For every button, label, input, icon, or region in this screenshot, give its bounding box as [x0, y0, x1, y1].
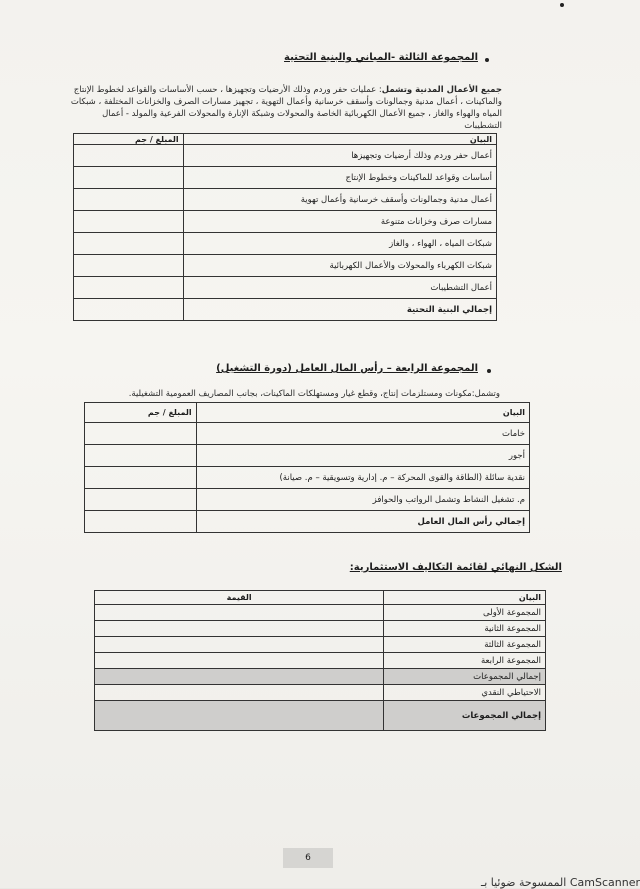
row-desc: شبكات المياه ، الهواء ، والغاز — [183, 233, 496, 255]
row-desc: م. تشغيل النشاط وتشمل الرواتب والحوافز — [196, 489, 529, 511]
row-desc: نقدية سائلة (الطاقة والقوى المحركة – م. إدارية وتسويقية – م. صيانة) — [196, 467, 529, 489]
row-desc: خامات — [196, 423, 529, 445]
row-desc: إجمالي المجموعات — [384, 669, 546, 685]
row-desc: الاحتياطي النقدي — [384, 685, 546, 701]
amount-cell[interactable] — [85, 489, 197, 511]
col-value-header: القيمة — [95, 591, 384, 605]
final-heading: الشكل النهائي لقائمة التكاليف الاستثمارية: — [349, 562, 562, 573]
final-summary-table — [94, 590, 546, 731]
col-desc-header: البيان — [384, 591, 546, 605]
value-cell[interactable] — [95, 669, 384, 685]
row-desc: أعمال مدنية وجمالونات وأسقف خرسانية وأعمال تهوية — [183, 189, 496, 211]
total-label: إجمالي البنية التحتية — [183, 299, 496, 321]
amount-cell[interactable] — [85, 467, 197, 489]
section3-heading: المجموعة الثالثة -المباني والبنية التحتية — [284, 52, 478, 63]
amount-cell[interactable] — [74, 145, 184, 167]
amount-cell[interactable] — [74, 189, 184, 211]
amount-cell[interactable] — [74, 211, 184, 233]
bullet-section4 — [487, 369, 491, 373]
page-number: 6 — [283, 848, 333, 868]
scan-speck — [560, 3, 564, 7]
total-amount-cell[interactable] — [85, 511, 197, 533]
amount-cell[interactable] — [74, 277, 184, 299]
total-label: إجمالي رأس المال العامل — [196, 511, 529, 533]
row-desc: أعمال التشطيبات — [183, 277, 496, 299]
amount-cell[interactable] — [74, 233, 184, 255]
value-cell[interactable] — [95, 685, 384, 701]
row-desc: المجموعة الثالثة — [384, 637, 546, 653]
row-desc: مسارات صرف وخزانات متنوعة — [183, 211, 496, 233]
section4-intro: وتشمل:مكونات ومستلزمات إنتاج، وقطع غيار ومستهلكات الماكينات، بجانب المصاريف العمومية التشغيلية. — [128, 389, 500, 399]
row-desc: أعمال حفر وردم وذلك أرضيات وتجهيزها — [183, 145, 496, 167]
section3-intro-text: : عمليات حفر وردم وذلك الأرضيات وتجهيزها ، حسب الأساسات والقواعد لخطوط الإنتاج والماكينات ، أعمال مدنية وجمالونات وأسقف خرسانية وأعمال التهوية ، تجهيز مسارات الصرف والخزانات المختلفة ، شبكات المياه والهواء والغاز ، جميع الأعمال الكهربائية الخاصة والمحولات وشبكة الإنارة والمحولات الفرعية والمولد - أعمال التشطيبات — [70, 85, 502, 131]
row-desc: المجموعة الرابعة — [384, 653, 546, 669]
camscanner-footer: CamScanner الممسوحة ضوئيا بـ — [480, 876, 640, 889]
section3-intro-bold: جميع الأعمال المدنية وتشمل — [381, 85, 502, 95]
value-cell[interactable] — [95, 621, 384, 637]
working-capital-table — [84, 402, 530, 533]
row-desc: المجموعة الأولى — [384, 605, 546, 621]
infrastructure-table — [73, 133, 497, 321]
row-desc: المجموعة الثانية — [384, 621, 546, 637]
row-desc: أساسات وقواعد للماكينات وخطوط الإنتاج — [183, 167, 496, 189]
col-amount-header: المبلغ / جم — [74, 134, 184, 145]
row-desc: أجور — [196, 445, 529, 467]
amount-cell[interactable] — [85, 445, 197, 467]
col-desc-header: البيان — [196, 403, 529, 423]
section4-heading: المجموعة الرابعة – رأس المال العامل (دورة التشغيل) — [216, 363, 478, 374]
amount-cell[interactable] — [74, 255, 184, 277]
value-cell[interactable] — [95, 605, 384, 621]
amount-cell[interactable] — [85, 423, 197, 445]
col-desc-header: البيان — [183, 134, 496, 145]
total-label: إجمالي المجموعات — [384, 701, 546, 731]
total-value-cell[interactable] — [95, 701, 384, 731]
value-cell[interactable] — [95, 653, 384, 669]
row-desc: شبكات الكهرباء والمحولات والأعمال الكهربائية — [183, 255, 496, 277]
section3-intro — [62, 84, 502, 132]
value-cell[interactable] — [95, 637, 384, 653]
amount-cell[interactable] — [74, 167, 184, 189]
total-amount-cell[interactable] — [74, 299, 184, 321]
bullet-section3 — [485, 58, 489, 62]
col-amount-header: المبلغ / جم — [85, 403, 197, 423]
